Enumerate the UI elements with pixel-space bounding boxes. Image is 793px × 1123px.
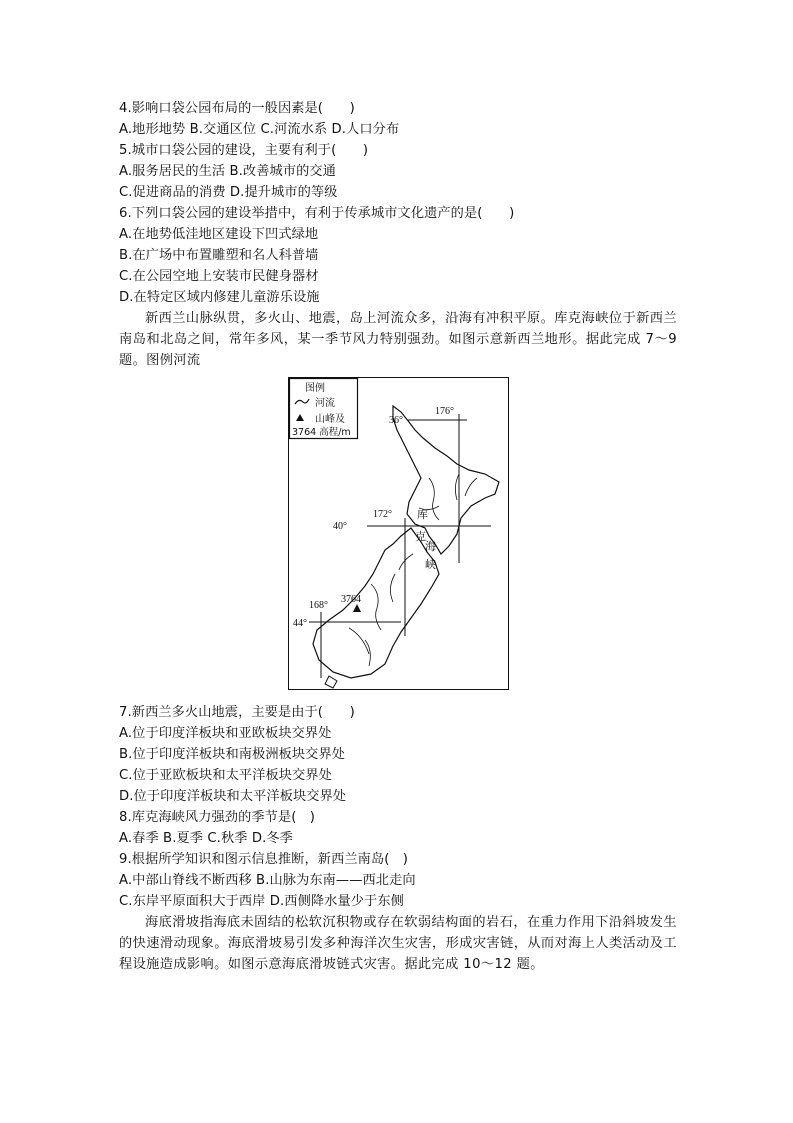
question-5-option-ab: A.服务居民的生活 B.改善城市的交通 — [119, 164, 336, 179]
question-6-option-d: D.在特定区域内修建儿童游乐设施 — [119, 290, 320, 305]
question-8: 8.库克海峡风力强劲的季节是( ) — [119, 810, 316, 825]
south-island — [313, 528, 439, 678]
strait-label-1: 库 — [417, 508, 428, 521]
question-9-option-ab: A.中部山脊线不断西移 B.山脉为东南——西北走向 — [119, 873, 416, 888]
question-6-option-c: C.在公园空地上安装市民健身器材 — [119, 269, 319, 284]
legend-river-label: 河流 — [315, 398, 335, 409]
question-6: 6.下列口袋公园的建设举措中，有利于传承城市文化遗产的是( ) — [119, 206, 515, 221]
question-7-option-d: D.位于印度洋板块和太平洋板块交界处 — [119, 789, 347, 804]
passage-new-zealand: 新西兰山脉纵贯，多火山、地震，岛上河流众多，沿海有冲积平原。库克海峡位于新西兰南岛和北岛之间，常年多风，某一季节风力特别强劲。如图示意新西兰地形。据此完成 7～9 题。图例河流 — [119, 311, 677, 368]
strait-label-4: 峡 — [425, 558, 436, 571]
lat-40-label: 40° — [333, 521, 347, 532]
legend-peak-label-2: 3764 高程/m — [292, 427, 351, 438]
new-zealand-map — [288, 377, 509, 690]
question-6-option-a: A.在地势低洼地区建设下凹式绿地 — [119, 227, 319, 242]
lon-176-label: 176° — [435, 406, 454, 417]
question-7-option-c: C.位于亚欧板块和太平洋板块交界处 — [119, 768, 332, 783]
question-9: 9.根据所学知识和图示信息推断，新西兰南岛( ) — [119, 852, 409, 867]
question-5-option-cd: C.促进商品的消费 D.提升城市的等级 — [119, 185, 338, 200]
legend-title: 图例 — [305, 383, 325, 394]
question-6-option-b: B.在广场中布置雕塑和名人科普墙 — [119, 248, 319, 263]
question-4: 4.影响口袋公园布局的一般因素是( ) — [119, 101, 355, 116]
peak-label: 3764 — [341, 594, 361, 605]
north-island — [393, 406, 499, 554]
strait-label-3: 海 — [425, 540, 436, 553]
lat-36-label: 36° — [389, 415, 403, 426]
lat-44-label: 44° — [293, 618, 307, 629]
lon-172-label: 172° — [373, 509, 392, 520]
passage-submarine-landslide: 海底滑坡指海底未固结的松软沉积物或存在软弱结构面的岩石，在重力作用下沿斜坡发生的快速滑动现象。海底滑坡易引发多种海洋次生灾害，形成灾害链，从而对海上人类活动及工程设施造成影响。如图示意海底滑坡链式灾害。据此完成 10～12 题。 — [119, 915, 677, 972]
question-8-options: A.春季 B.夏季 C.秋季 D.冬季 — [119, 831, 293, 846]
strait-label-2: 克 — [415, 530, 426, 543]
question-7-option-a: A.位于印度洋板块和亚欧板块交界处 — [119, 726, 332, 741]
map-svg — [289, 378, 510, 691]
question-4-options: A.地形地势 B.交通区位 C.河流水系 D.人口分布 — [119, 122, 400, 137]
stewart-island — [325, 676, 337, 688]
question-9-option-cd: C.东岸平原面积大于西岸 D.西侧降水量少于东侧 — [119, 894, 404, 909]
question-7: 7.新西兰多火山地震，主要是由于( ) — [119, 705, 355, 720]
question-7-option-b: B.位于印度洋板块和南极洲板块交界处 — [119, 747, 346, 762]
legend-peak-label: 山峰及 — [315, 414, 345, 425]
lon-168-label: 168° — [309, 600, 328, 611]
peak-3764-marker — [353, 604, 361, 612]
question-5: 5.城市口袋公园的建设，主要有利于( ) — [119, 143, 369, 158]
